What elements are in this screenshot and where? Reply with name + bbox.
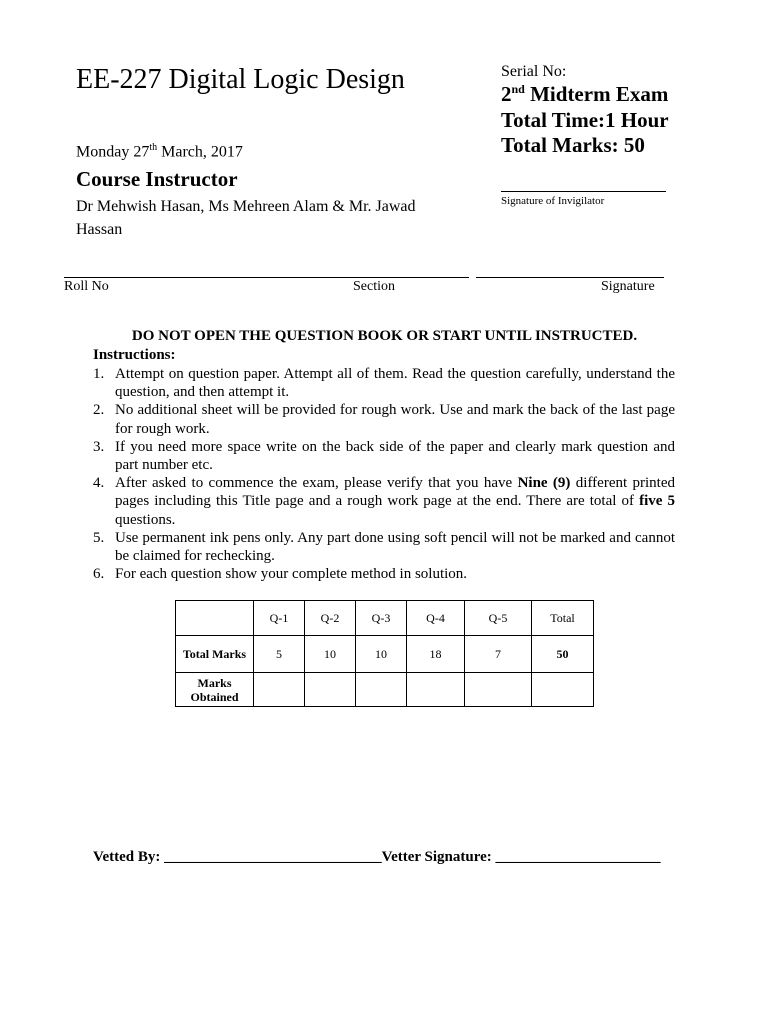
exam-date-day-suffix: th [149,142,158,153]
table-header-cell: Q-2 [305,601,356,636]
exam-name [501,82,668,107]
serial-number-label: Serial No: [501,63,567,80]
marks-obtained-cell-total[interactable] [532,673,594,707]
instructor-names: Dr Mehwish Hasan, Ms Mehreen Alam & Mr. Jawad Hassan [76,198,416,238]
table-header-cell: Q-1 [254,601,305,636]
marks-obtained-cell-q2[interactable] [305,673,356,707]
roll-no-label: Roll No [64,279,109,294]
instruction-number: 3. [93,438,105,455]
table-cell: 10 [305,636,356,673]
instruction-text: For each question show your complete method in solution. [115,566,468,583]
instructor-heading: Course Instructor [76,167,238,191]
signature-label: Signature [601,279,655,294]
table-header-cell: Q-3 [356,601,407,636]
table-cell: 7 [465,636,532,673]
instruction-text [115,475,675,527]
vetter-signature-label: Vetter Signature: [381,849,492,865]
exam-warning: DO NOT OPEN THE QUESTION BOOK OR START UNTIL INSTRUCTED. [131,328,638,344]
instruction-number: 6. [93,566,105,583]
marks-obtained-cell-q3[interactable] [356,673,407,707]
instruction-item [93,565,675,583]
instruction-text: No additional sheet will be provided for rough work. Use and mark the back of the last page for rough work. [115,402,675,437]
marks-obtained-cell-q1[interactable] [254,673,305,707]
instruction-text: Attempt on question paper. Attempt all of them. Read the question carefully, understand the question, and then attempt it. [115,366,675,401]
vetting-footer [93,849,661,866]
exam-date-day: Monday 27 [76,143,150,161]
section-label: Section [353,279,395,294]
instruction-text-part: After asked to commence the exam, please verify that you have [115,475,518,492]
instruction-text-part: different printed pages including this Title page and a rough work page at the end. There are total of [115,475,675,510]
instruction-text: Use permanent ink pens only. Any part done using soft pencil will not be marked and cannot be claimed for rechecking. [115,529,675,565]
exam-date [76,142,243,161]
table-row-total-marks [176,636,594,673]
instruction-text: If you need more space write on the back side of the paper and clearly mark question and part number etc. [115,438,675,474]
instruction-number: 4. [93,475,105,492]
table-row-marks-obtained [176,673,594,707]
course-title: EE-227 Digital Logic Design [76,64,405,95]
table-header-cell [176,601,254,636]
instruction-item [93,365,675,401]
marks-obtained-cell-q5[interactable] [465,673,532,707]
vetted-by-label: Vetted By: [93,849,161,865]
table-cell: 10 [356,636,407,673]
roll-section-line[interactable] [64,277,469,278]
table-header-cell: Q-5 [465,601,532,636]
vetted-by-line[interactable]: _____________________________ [160,849,382,865]
table-cell: 18 [407,636,465,673]
total-marks: Total Marks: 50 [501,133,645,157]
table-header-cell: Q-4 [407,601,465,636]
instruction-number: 5. [93,529,105,546]
instructions-list [93,365,675,583]
table-header-row [176,601,594,636]
marks-obtained-cell-q4[interactable] [407,673,465,707]
student-signature-line[interactable] [476,277,664,278]
table-cell-total: 50 [532,636,594,673]
instruction-number: 1. [93,366,105,382]
table-cell: 5 [254,636,305,673]
page-count-emphasis: Nine (9) [517,475,571,492]
instruction-item [93,474,675,529]
total-marks-row-label: Total Marks [176,636,254,673]
instruction-item [93,401,675,437]
exam-name-text: Midterm Exam [524,82,669,106]
exam-number-suffix: nd [511,82,525,96]
exam-date-rest: March, 2017 [157,143,243,161]
instructions-heading: Instructions: [93,347,176,363]
instruction-number: 2. [93,402,105,419]
marks-obtained-row-label: Marks Obtained [176,673,254,707]
exam-number: 2 [501,82,512,106]
vetter-signature-line[interactable]: ______________________ [491,849,661,865]
marks-table [175,600,594,707]
invigilator-signature-label: Signature of Invigilator [501,195,605,207]
invigilator-signature-line[interactable] [501,191,666,192]
instruction-item [93,529,675,565]
question-count-emphasis: five 5 [639,493,675,510]
instruction-item [93,438,675,474]
total-time: Total Time:1 Hour [501,108,669,132]
instruction-text-part: questions. [115,511,176,528]
table-header-cell: Total [532,601,594,636]
